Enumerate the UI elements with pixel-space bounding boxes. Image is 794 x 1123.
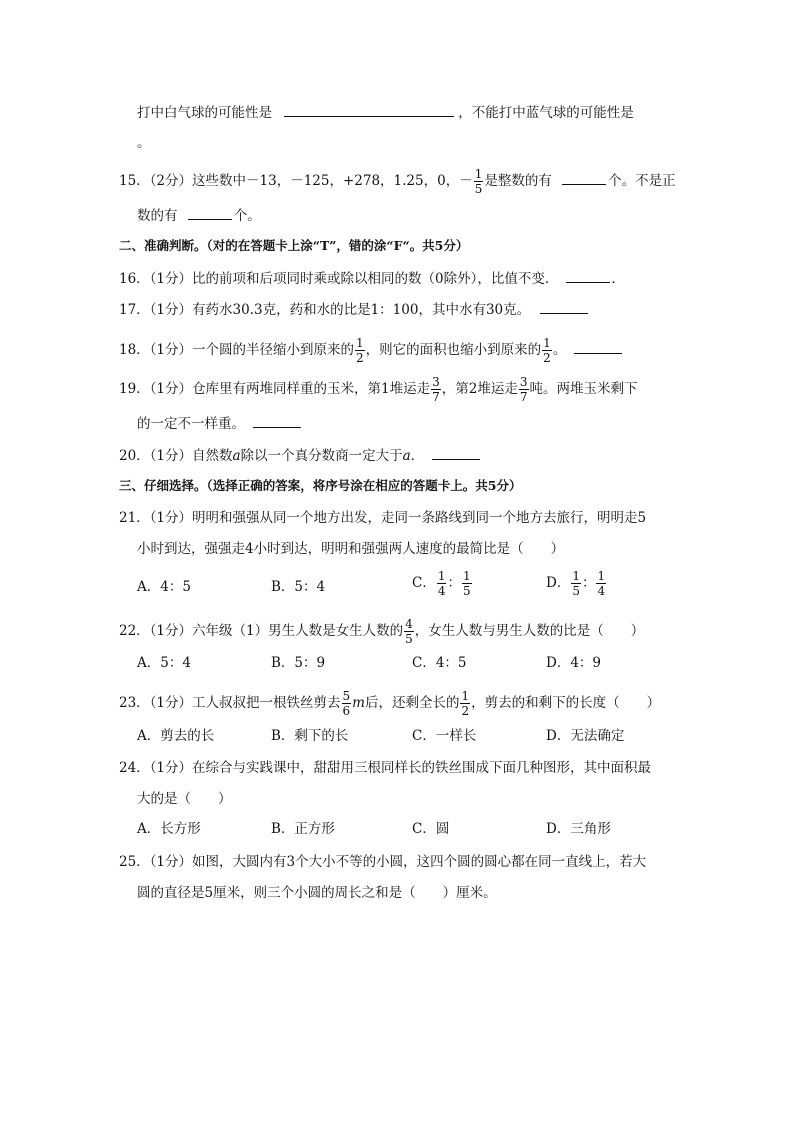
variable-a: a bbox=[402, 448, 411, 464]
fraction-denominator: 5 bbox=[462, 584, 471, 598]
q16-line bbox=[119, 268, 625, 289]
fraction bbox=[519, 376, 529, 403]
q22-text-b: ，女生人数与男生人数的比是（ ） bbox=[414, 623, 645, 639]
q21-line2 bbox=[137, 539, 564, 559]
q21-line1 bbox=[119, 508, 646, 528]
fraction-numerator: 4 bbox=[405, 617, 413, 631]
answer-blank[interactable] bbox=[432, 445, 480, 460]
q20-line bbox=[119, 445, 480, 466]
q18-text-b: ，则它的面积也缩小到原来的 bbox=[365, 342, 542, 358]
question-score: （1分） bbox=[149, 342, 193, 358]
q14-end bbox=[137, 133, 151, 153]
option-text: A．4：5 bbox=[137, 579, 191, 595]
q19-text-d: 的一定不一样重。 bbox=[137, 416, 245, 432]
option-d[interactable] bbox=[546, 819, 611, 839]
question-number: 20． bbox=[119, 448, 150, 464]
q18-text-a: 一个圆的半径缩小到原来的 bbox=[192, 342, 355, 358]
fraction bbox=[431, 376, 441, 403]
fraction-numerator: 1 bbox=[356, 336, 364, 350]
q15-text-e: 个。 bbox=[233, 208, 261, 224]
section-heading-choice: 三、仔细选择。（选择正确的答案，将序号涂在相应的答题卡上。共5分） bbox=[119, 478, 522, 493]
q16-tail: ． bbox=[611, 271, 625, 287]
fraction-denominator: 7 bbox=[432, 390, 440, 404]
unit-meter: m bbox=[352, 695, 365, 711]
option-b[interactable] bbox=[271, 726, 348, 746]
option-text: A．剪去的长 bbox=[137, 728, 215, 744]
q16-text: 比的前项和后项同时乘或除以相同的数（0除外），比值不变． bbox=[192, 271, 559, 287]
option-label: D． bbox=[546, 575, 571, 591]
option-text: C．圆 bbox=[412, 821, 450, 837]
answer-blank[interactable] bbox=[574, 339, 622, 354]
q14-text-b: ，不能打中蓝气球的可能性是 bbox=[458, 105, 634, 121]
variable-a: a bbox=[232, 448, 241, 464]
question-score: （2分） bbox=[149, 173, 193, 189]
fraction-numerator: 3 bbox=[432, 375, 440, 389]
fraction bbox=[437, 570, 447, 597]
q24-line2 bbox=[137, 789, 232, 809]
fraction-denominator: 4 bbox=[437, 584, 446, 598]
fraction bbox=[462, 570, 472, 597]
q19-line1 bbox=[119, 376, 638, 403]
option-d[interactable] bbox=[546, 570, 607, 597]
option-c[interactable] bbox=[412, 653, 467, 673]
ratio-colon: ： bbox=[447, 575, 461, 591]
q21-text-line2: 小时到达，强强走4小时到达，明明和强强两人速度的最简比是（ ） bbox=[137, 541, 565, 557]
option-b[interactable] bbox=[271, 577, 325, 597]
q14-text-a: 打中白气球的可能性是 bbox=[137, 105, 272, 121]
option-a[interactable] bbox=[137, 819, 201, 839]
question-number: 19． bbox=[119, 381, 150, 397]
q25-line1 bbox=[119, 852, 646, 872]
q22-text-a: 六年级（1）男生人数是女生人数的 bbox=[192, 623, 404, 639]
option-text: C．4：5 bbox=[412, 655, 467, 671]
option-text: D．三角形 bbox=[546, 821, 611, 837]
q20-text-c: ． bbox=[410, 448, 425, 464]
option-a[interactable] bbox=[137, 577, 191, 597]
q24-line1 bbox=[119, 758, 651, 778]
question-score: （1分） bbox=[149, 381, 193, 397]
q25-line2 bbox=[137, 883, 497, 903]
option-text: A．长方形 bbox=[137, 821, 201, 837]
question-score: （1分） bbox=[149, 302, 193, 318]
q19-text-a: 仓库里有两堆同样重的玉米，第1堆运走 bbox=[192, 381, 431, 397]
fraction bbox=[542, 337, 552, 364]
option-label: C． bbox=[412, 575, 436, 591]
option-text: C．一样长 bbox=[412, 728, 477, 744]
question-number: 25． bbox=[119, 854, 150, 870]
fraction bbox=[474, 168, 484, 195]
question-number: 16． bbox=[119, 271, 150, 287]
q22-line bbox=[119, 618, 644, 645]
fraction-numerator: 3 bbox=[519, 375, 528, 389]
fraction-denominator: 6 bbox=[342, 704, 351, 718]
q14-line bbox=[137, 102, 634, 123]
question-score: （1分） bbox=[149, 271, 193, 287]
q15-line2 bbox=[137, 205, 261, 226]
question-score: （1分） bbox=[149, 448, 193, 464]
question-score: （1分） bbox=[149, 695, 193, 711]
q17-line bbox=[119, 299, 588, 320]
q15-text-a: 这些数中－13，－125，+278，1.25，0，－ bbox=[192, 173, 473, 189]
q25-text-line1: 如图，大圆内有3个大小不等的小圆，这四个圆的圆心都在同一直线上，若大 bbox=[192, 854, 647, 870]
fraction-numerator: 1 bbox=[474, 167, 483, 181]
option-b[interactable] bbox=[271, 819, 335, 839]
option-text: A．5：4 bbox=[137, 655, 191, 671]
q14-text-c: 。 bbox=[137, 135, 151, 151]
fraction-denominator: 7 bbox=[519, 390, 528, 404]
q25-text-line2: 圆的直径是5厘米，则三个小圆的周长之和是（ ）厘米。 bbox=[137, 885, 497, 901]
q23-text-a: 工人叔叔把一根铁丝剪去 bbox=[192, 695, 341, 711]
fraction bbox=[404, 618, 414, 645]
q18-text-c: 。 bbox=[552, 342, 567, 358]
fraction-denominator: 5 bbox=[405, 632, 413, 646]
answer-blank[interactable] bbox=[188, 205, 232, 220]
q19-line2 bbox=[137, 413, 301, 434]
q24-text-line1: 在综合与实践课中，甜甜用三根同样长的铁丝围成下面几种图形，其中面积最 bbox=[192, 760, 652, 776]
option-text: B．5：4 bbox=[271, 579, 326, 595]
q15-text-c: 个。不是正 bbox=[608, 173, 676, 189]
answer-blank[interactable] bbox=[253, 413, 301, 428]
q23-line bbox=[119, 690, 660, 717]
answer-blank[interactable] bbox=[284, 102, 454, 117]
question-score: （1分） bbox=[149, 854, 193, 870]
fraction-denominator: 4 bbox=[597, 584, 606, 598]
section-heading-judgement: 二、准确判断。（对的在答题卡上涂“T”，错的涂“F“。共5分） bbox=[119, 238, 469, 253]
question-score: （1分） bbox=[149, 623, 193, 639]
option-c[interactable] bbox=[412, 570, 473, 597]
option-text: D．4：9 bbox=[546, 655, 602, 671]
fraction-numerator: 1 bbox=[597, 569, 606, 583]
option-d[interactable] bbox=[546, 726, 624, 746]
question-number: 23． bbox=[119, 695, 150, 711]
q21-text-line1: 明明和强强从同一个地方出发，走同一条路线到同一个地方去旅行，明明走5 bbox=[192, 510, 647, 526]
answer-blank[interactable] bbox=[562, 170, 606, 185]
q23-text-c: ，剪去的和剩下的长度（ ） bbox=[471, 695, 661, 711]
option-a[interactable] bbox=[137, 653, 191, 673]
option-a[interactable] bbox=[137, 726, 214, 746]
option-text: B．5：9 bbox=[271, 655, 326, 671]
q15-line1 bbox=[119, 168, 676, 195]
fraction-numerator: 1 bbox=[543, 336, 551, 350]
option-text: D．无法确定 bbox=[546, 728, 625, 744]
option-c[interactable] bbox=[412, 819, 449, 839]
q15-text-b: 是整数的有 bbox=[484, 173, 552, 189]
option-b[interactable] bbox=[271, 653, 325, 673]
question-number: 24． bbox=[119, 760, 150, 776]
fraction bbox=[355, 337, 365, 364]
question-number: 21． bbox=[119, 510, 150, 526]
question-score: （1分） bbox=[149, 760, 193, 776]
question-number: 22． bbox=[119, 623, 150, 639]
fraction bbox=[342, 690, 352, 717]
question-number: 18． bbox=[119, 342, 150, 358]
fraction bbox=[460, 690, 470, 717]
q17-text: 有药水30.3克，药和水的比是1：100，其中水有30克。 bbox=[192, 302, 531, 318]
answer-blank[interactable] bbox=[540, 299, 588, 314]
option-text: B．剩下的长 bbox=[271, 728, 349, 744]
fraction-denominator: 5 bbox=[572, 584, 580, 598]
option-c[interactable] bbox=[412, 726, 476, 746]
fraction-denominator: 2 bbox=[461, 704, 470, 718]
q20-text-a: 自然数 bbox=[192, 448, 233, 464]
q24-text-line2: 大的是（ ） bbox=[137, 791, 232, 807]
fraction-numerator: 1 bbox=[437, 569, 446, 583]
option-text: B．正方形 bbox=[271, 821, 335, 837]
fraction-numerator: 1 bbox=[572, 569, 580, 583]
q18-line bbox=[119, 337, 622, 364]
question-number: 15． bbox=[119, 173, 150, 189]
q19-text-c: 吨。两堆玉米剩下 bbox=[529, 381, 638, 397]
q15-text-d: 数的有 bbox=[137, 208, 178, 224]
option-d[interactable] bbox=[546, 653, 601, 673]
ratio-colon: ： bbox=[581, 575, 596, 591]
fraction-numerator: 1 bbox=[462, 569, 471, 583]
fraction bbox=[571, 570, 581, 597]
q20-text-b: 除以一个真分数商一定大于 bbox=[240, 448, 403, 464]
fraction-denominator: 2 bbox=[543, 351, 551, 365]
question-score: （1分） bbox=[149, 510, 193, 526]
q23-text-b: 后，还剩全长的 bbox=[364, 695, 460, 711]
fraction-numerator: 1 bbox=[461, 689, 470, 703]
question-number: 17． bbox=[119, 302, 150, 318]
fraction-numerator: 5 bbox=[342, 689, 351, 703]
fraction-denominator: 2 bbox=[356, 351, 364, 365]
q19-text-b: ，第2堆运走 bbox=[441, 381, 518, 397]
answer-blank[interactable] bbox=[566, 268, 610, 283]
fraction-denominator: 5 bbox=[474, 182, 483, 196]
fraction bbox=[596, 570, 606, 597]
